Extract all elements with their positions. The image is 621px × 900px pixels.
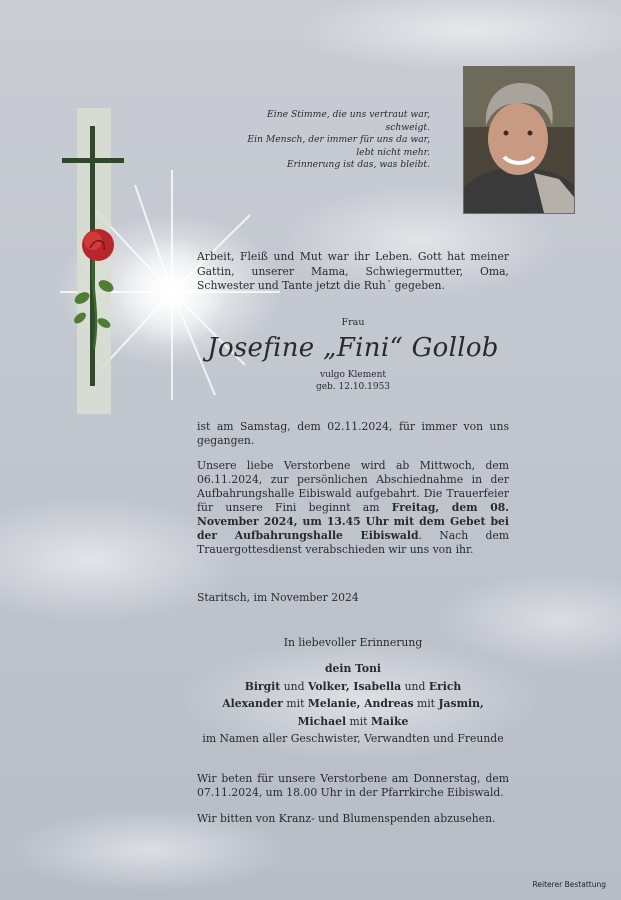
connector-text: und (401, 679, 429, 693)
family-line-4 (170, 713, 536, 731)
place-date: Staritsch, im November 2024 (197, 591, 359, 604)
vulgo-name: vulgo Klement (319, 370, 386, 380)
family-member: Jasmin, (438, 697, 484, 710)
family-others: im Namen aller Geschwister, Verwandten und Freunde (202, 732, 504, 745)
family-line-2 (170, 678, 536, 696)
remembrance-heading: In liebevoller Erinnerung (283, 636, 423, 649)
family-member: Alexander (222, 697, 283, 710)
salutation: Frau (341, 317, 365, 328)
connector-text: und (280, 679, 308, 693)
family-member: Maike (370, 714, 409, 728)
poem (200, 109, 430, 172)
birth-date: geb. 12.10.1953 (315, 382, 391, 392)
family-member: Erich (428, 679, 462, 693)
family-member: Volker, Isabella (307, 679, 402, 693)
connector-text: mit (346, 714, 371, 728)
connector-text: mit (282, 697, 308, 710)
poem-line: Eine Stimme, die uns vertraut war, (267, 109, 430, 120)
donation-notice: Wir bitten von Kranz- und Blumenspenden abzusehen. (197, 812, 496, 825)
family-member: Michael (297, 714, 347, 728)
laying-out-notice (197, 459, 509, 557)
husband: dein Toni (324, 662, 382, 675)
poem-line: lebt nicht mehr. (356, 146, 430, 158)
undertaker-credit: Reiterer Bestattung (532, 880, 606, 889)
poem-line: Erinnerung ist das, was bleibt. (286, 159, 430, 171)
connector-text: mit (413, 697, 439, 710)
portrait-photo (463, 66, 575, 214)
family-member: Birgit (244, 679, 281, 693)
laying-out-text: Unsere liebe Verstorbene wird ab Mittwoch, dem 06.11.2024, zur persönlichen Abschiednahme in der Aufbahrungshalle Eibiswald aufgebahrt. (197, 459, 509, 500)
funeral-time-place: Freitag, dem 08. November 2024, um 13.45 Uhr mit dem Gebet bei der Aufbahrungshalle Eibiswald (197, 501, 509, 542)
family-member: Melanie, Andreas (307, 697, 414, 710)
family-list (170, 660, 536, 748)
nickname-and-birth (197, 369, 509, 393)
poem-line: Ein Mensch, der immer für uns da war, (247, 134, 430, 146)
deceased-name: Josefine „Fini“ Gollob (207, 333, 499, 363)
prayer-notice: Wir beten für unsere Verstorbene am Donnerstag, dem 07.11.2024, um 18.00 Uhr in der Pfarrkirche Eibiswald. (197, 772, 509, 799)
poem-line: schweigt. (385, 121, 430, 133)
intro-text: Arbeit, Fleiß und Mut war ihr Leben. Gott hat meiner Gattin, unserer Mama, Schwiegermutter, Oma, Schwester und Tante jetzt die Ruh´ gegeben. (197, 250, 509, 292)
cross-with-rose-icon (60, 108, 126, 414)
funeral-text-post: . Nach dem Trauergottesdienst verabschieden wir uns von ihr. (197, 529, 509, 556)
family-line-3 (170, 695, 536, 713)
funeral-text-pre: Die Trauerfeier für unsere Fini beginnt am (197, 487, 510, 514)
death-notice: ist am Samstag, dem 02.11.2024, für immer von uns gegangen. (197, 420, 509, 447)
